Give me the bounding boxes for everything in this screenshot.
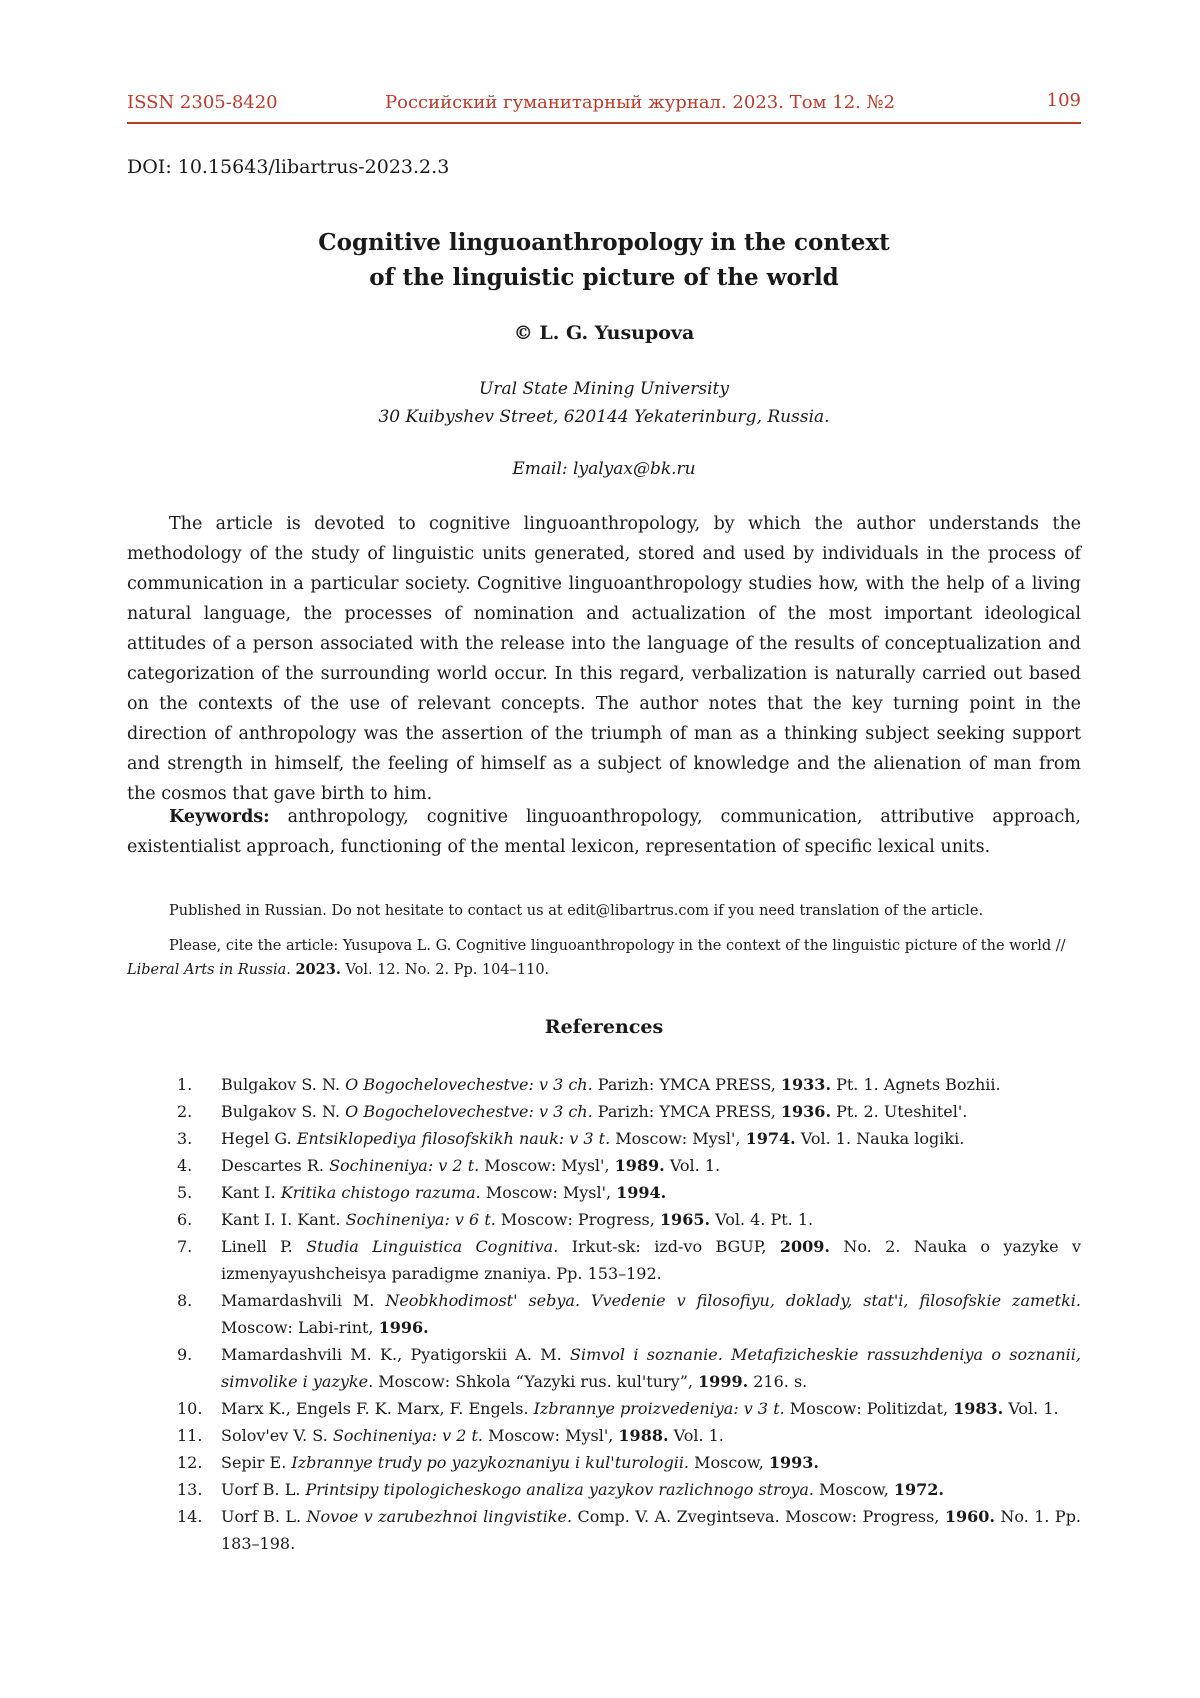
reference-number: 6. [177, 1210, 193, 1229]
reference-publisher: Parizh: YMCA PRESS, [592, 1075, 781, 1094]
reference-publisher: Moscow: Politizdat, [784, 1399, 954, 1418]
reference-number: 8. [177, 1291, 193, 1310]
reference-details: Vol. 1. Nauka logiki. [795, 1129, 965, 1148]
reference-details: No. 1. Pp. 183–198. [221, 1507, 1082, 1553]
reference-details: Pt. 2. Uteshitel'. [831, 1102, 968, 1121]
reference-title: Novoe v zarubezhnoi lingvistike. [306, 1507, 573, 1526]
reference-title: Kritika chistogo razuma. [280, 1183, 481, 1202]
reference-details: Vol. 1. [668, 1426, 724, 1445]
reference-details: Vol. 1. [1003, 1399, 1059, 1418]
reference-number: 3. [177, 1129, 193, 1148]
reference-item [127, 1503, 1081, 1557]
references-list [127, 1071, 1081, 1557]
reference-item [127, 1098, 1081, 1125]
reference-title: O Bogochelovechestve: v 3 ch. [345, 1102, 593, 1121]
reference-title: Izbrannye trudy po yazykoznaniyu i kul'turologii. [291, 1453, 690, 1472]
reference-authors: Kant I. [221, 1183, 281, 1202]
reference-year: 1974. [745, 1129, 796, 1148]
reference-number: 2. [177, 1102, 193, 1121]
reference-publisher: Moscow: Mysl', [610, 1129, 746, 1148]
reference-title: Izbrannye proizvedeniya: v 3 t. [533, 1399, 785, 1418]
reference-details: No. 2. Nauka o yazyke v izmenyayushcheisya paradigme znaniya. Pp. 153–192. [221, 1237, 1082, 1283]
affiliation-address: 30 Kuibyshev Street, 620144 Yekaterinburg, Russia. [378, 407, 830, 427]
reference-authors: Uorf B. L. [221, 1507, 307, 1526]
reference-publisher: Moscow: Shkola “Yazyki rus. kul'tury”, [373, 1372, 699, 1391]
reference-number: 12. [177, 1453, 203, 1472]
reference-year: 1988. [618, 1426, 669, 1445]
reference-details: Pt. 1. Agnets Bozhii. [831, 1075, 1001, 1094]
reference-year: 1993. [768, 1453, 819, 1472]
reference-title: Entsiklopediya filosofskikh nauk: v 3 t. [296, 1129, 611, 1148]
reference-year: 1972. [893, 1480, 944, 1499]
reference-authors: Marx K., Engels F. K. Marx, F. Engels. [221, 1399, 534, 1418]
article-title [127, 225, 1081, 295]
reference-authors: Bulgakov S. N. [221, 1075, 346, 1094]
reference-number: 5. [177, 1183, 193, 1202]
reference-year: 1960. [944, 1507, 995, 1526]
citation [127, 934, 1081, 982]
reference-publisher: Parizh: YMCA PRESS, [592, 1102, 781, 1121]
reference-authors: Bulgakov S. N. [221, 1102, 346, 1121]
reference-authors: Mamardashvili M. [221, 1291, 386, 1310]
citation-journal: Liberal Arts in Russia. [127, 962, 291, 978]
reference-authors: Mamardashvili M. K., Pyatigorskii A. M. [221, 1345, 570, 1364]
reference-year: 1983. [953, 1399, 1004, 1418]
reference-title: Studia Linguistica Cognitiva. [306, 1237, 559, 1256]
running-header [127, 92, 1081, 124]
published-note: Published in Russian. Do not hesitate to contact us at edit@libartrus.com if you need translation of the article. [169, 903, 984, 919]
reference-number: 9. [177, 1345, 193, 1364]
reference-year: 2009. [779, 1237, 830, 1256]
reference-year: 1936. [780, 1102, 832, 1121]
citation-rest: Vol. 12. No. 2. Pp. 104–110. [340, 962, 550, 978]
reference-authors: Linell P. [221, 1237, 307, 1256]
journal-name: Российский гуманитарный журнал. 2023. Том 12. №2 [385, 92, 896, 113]
reference-number: 1. [177, 1075, 193, 1094]
reference-details: Vol. 1. [664, 1156, 721, 1175]
keywords [127, 802, 1081, 862]
reference-number: 10. [177, 1399, 203, 1418]
reference-authors: Hegel G. [221, 1129, 297, 1148]
title-line-2: of the linguistic picture of the world [369, 264, 839, 291]
reference-number: 11. [177, 1426, 203, 1445]
issn: ISSN 2305-8420 [127, 92, 278, 113]
article-notes [127, 899, 1081, 982]
reference-item [127, 1449, 1081, 1476]
reference-title: Sochineniya: v 2 t. [332, 1426, 484, 1445]
affiliation [127, 375, 1081, 431]
citation-year: 2023. [295, 961, 341, 978]
reference-publisher: Moscow: Mysl', [480, 1183, 617, 1202]
reference-year: 1999. [698, 1372, 749, 1391]
reference-title: Neobkhodimost' sebya. Vvedenie v filosofiyu, doklady, stat'i, filosofskie zametki. [385, 1291, 1081, 1310]
page-number: 109 [1046, 90, 1081, 111]
reference-authors: Uorf B. L. [221, 1480, 306, 1499]
reference-authors: Solov'ev V. S. [221, 1426, 333, 1445]
affiliation-institution: Ural State Mining University [479, 379, 729, 399]
reference-publisher: Moscow: Labi-rint, [221, 1318, 379, 1337]
reference-number: 13. [177, 1480, 203, 1499]
reference-item [127, 1206, 1081, 1233]
reference-authors: Kant I. I. Kant. [221, 1210, 346, 1229]
reference-publisher: Moscow, [689, 1453, 769, 1472]
reference-item [127, 1179, 1081, 1206]
reference-publisher: Moscow: Progress, [495, 1210, 660, 1229]
author: © L. G. Yusupova [513, 322, 695, 344]
reference-title: Simvol i soznanie. Metafizicheskie rassuzhdeniya o soznanii, simvolike i yazyke. [221, 1345, 1081, 1391]
reference-number: 7. [177, 1237, 193, 1256]
reference-title: Printsipy tipologicheskogo analiza yazykov razlichnogo stroya. [305, 1480, 814, 1499]
reference-year: 1996. [378, 1318, 429, 1337]
reference-year: 1933. [780, 1075, 832, 1094]
reference-title: Sochineniya: v 6 t. [345, 1210, 496, 1229]
references-heading: References [544, 1016, 664, 1038]
keywords-text: anthropology, cognitive linguoanthropology, communication, attributive approach, existentialist approach, functioning of the mental lexicon, representation of specific lexical units. [127, 807, 1081, 857]
reference-item [127, 1395, 1081, 1422]
reference-item [127, 1152, 1081, 1179]
reference-item [127, 1341, 1081, 1395]
doi[interactable]: DOI: 10.15643/libartrus-2023.2.3 [127, 156, 450, 178]
reference-publisher: Moscow: Mysl', [479, 1156, 615, 1175]
reference-publisher: Moscow: Mysl', [483, 1426, 619, 1445]
reference-item [127, 1422, 1081, 1449]
keywords-label: Keywords: [169, 807, 270, 827]
title-line-1: Cognitive linguoanthropology in the context [318, 229, 890, 256]
reference-year: 1989. [614, 1156, 665, 1175]
reference-publisher: Moscow, [814, 1480, 894, 1499]
reference-year: 1994. [616, 1183, 667, 1202]
reference-details: Vol. 4. Pt. 1. [710, 1210, 814, 1229]
reference-authors: Sepir E. [221, 1453, 292, 1472]
citation-prefix: Please, cite the article: Yusupova L. G. Cognitive linguoanthropology in the context of the linguistic picture of the world // [169, 938, 1066, 954]
reference-item [127, 1287, 1081, 1341]
reference-details: 216. s. [748, 1372, 808, 1391]
abstract: The article is devoted to cognitive linguoanthropology, by which the author understands the methodology of the study of linguistic units generated, stored and used by individuals in the process of communication in a particular society. Cognitive linguoanthropology studies how, with the help of a living natural language, the processes of nomination and actualization of the most important ideological attitudes of a person associated with the release into the language of the results of conceptualization and categorization of the surrounding world occur. In this regard, verbalization is naturally carried out based on the contexts of the use of relevant concepts. The author notes that the key turning point in the direction of anthropology was the assertion of the triumph of man as a thinking subject seeking support and strength in himself, the feeling of himself as a subject of knowledge and the alienation of man from the cosmos that gave birth to him. [127, 514, 1081, 804]
author-email[interactable]: Email: lyalyax@bk.ru [512, 459, 696, 479]
reference-item [127, 1071, 1081, 1098]
reference-title: O Bogochelovechestve: v 3 ch. [345, 1075, 593, 1094]
reference-year: 1965. [659, 1210, 711, 1229]
reference-number: 14. [177, 1507, 203, 1526]
reference-publisher: Irkut-sk: izd-vo BGUP, [558, 1237, 780, 1256]
reference-authors: Descartes R. [221, 1156, 330, 1175]
reference-item [127, 1476, 1081, 1503]
reference-item [127, 1125, 1081, 1152]
reference-publisher: Comp. V. A. Zvegintseva. Moscow: Progress, [572, 1507, 945, 1526]
reference-title: Sochineniya: v 2 t. [329, 1156, 480, 1175]
reference-number: 4. [177, 1156, 193, 1175]
reference-item [127, 1233, 1081, 1287]
